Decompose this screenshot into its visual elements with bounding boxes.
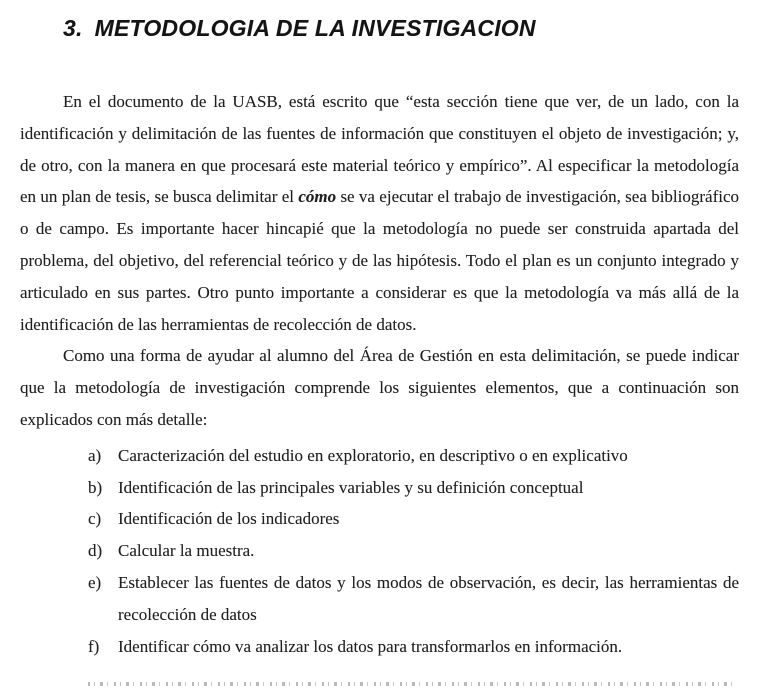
list-item-e	[88, 567, 739, 631]
paragraph-text: se va ejecutar el trabajo de investigación, sea bibliográfico o de campo. Es importante hacer hincapié que la metodología no puede ser construida apartada del problema, del objetivo, del referencial teórico y de las hipótesis. Todo el plan es un conjunto integrado y articulado en sus partes. Otro punto importante a considerar es que la metodología va más allá de la identificación de las herramientas de recolección de datos.	[20, 187, 740, 334]
list-item-b	[88, 472, 739, 504]
section-number: 3.	[63, 15, 83, 41]
list-item-text: Identificar cómo va analizar los datos para transformarlos en información.	[118, 636, 623, 656]
list-marker: b)	[88, 477, 103, 497]
section-heading	[63, 14, 739, 42]
list-marker: a)	[88, 445, 102, 465]
cut-off-next-line	[88, 682, 735, 686]
paragraph-text: Como una forma de ayudar al alumno del Área de Gestión en esta delimitación, se puede indicar que la metodología de investigación comprende los siguientes elementos, que a continuación son explicados con más detalle:	[20, 346, 739, 429]
paragraph-elementos	[20, 340, 739, 435]
methodology-list	[88, 440, 739, 663]
list-item-d	[88, 535, 739, 567]
list-item-text: Identificación de los indicadores	[118, 509, 340, 529]
emphasis-como: cómo	[298, 187, 337, 207]
list-item-a	[88, 440, 739, 472]
list-marker: f)	[88, 636, 100, 656]
list-marker: e)	[88, 572, 102, 592]
list-item-text: Identificación de las principales variables y su definición conceptual	[118, 477, 584, 497]
list-item-text: Calcular la muestra.	[118, 541, 255, 561]
list-marker: d)	[88, 541, 103, 561]
list-item-f	[88, 631, 739, 663]
section-title: METODOLOGIA DE LA INVESTIGACION	[94, 15, 536, 41]
paragraph-text: En el documento de la UASB, está escrito que “esta sección tiene que ver, de un lado, con la identificación y delimitación de las fuentes de información que constituyen el objeto de investigación; y, de otro, con la manera en que procesará este material teórico y empírico”. Al especificar la metodología en un plan de tesis, se busca delimitar el	[20, 92, 739, 207]
list-item-text: Caracterización del estudio en exploratorio, en descriptivo o en explicativo	[118, 445, 628, 465]
list-item-c	[88, 503, 739, 535]
list-item-text: Establecer las fuentes de datos y los modos de observación, es decir, las herramientas de recolección de datos	[118, 572, 739, 624]
list-marker: c)	[88, 509, 102, 529]
paragraph-uasb	[20, 86, 739, 340]
